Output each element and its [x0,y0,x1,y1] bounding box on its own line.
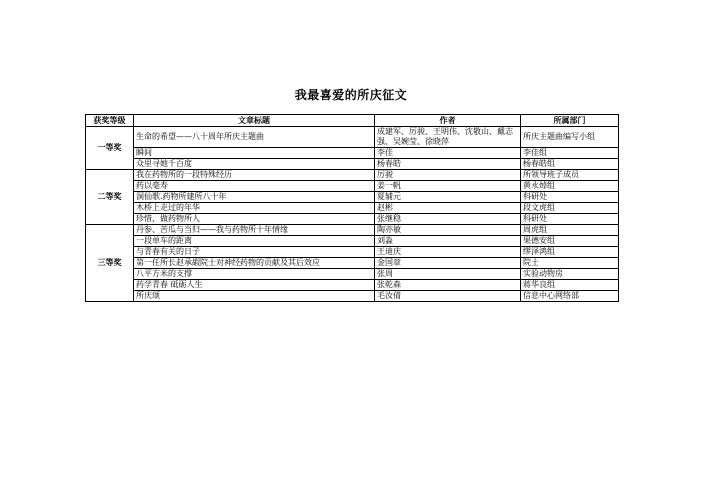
header-dept: 所属部门 [521,115,619,127]
article-dept: 所领导班子成员 [521,170,619,181]
header-title: 文章标题 [134,115,375,127]
article-title: 木桥上走过的年华 [134,203,375,214]
article-author: 金国章 [375,258,521,269]
article-dept: 实验动物房 [521,269,619,280]
table-row [86,203,619,214]
article-title: 我在药物所的一段特殊经历 [134,170,375,181]
article-title: 药学青春 砥砺人生 [134,280,375,291]
article-author: 张乾森 [375,280,521,291]
table-row [86,181,619,192]
header-level: 获奖等级 [86,115,134,127]
article-author: 刘淼 [375,236,521,247]
article-dept: 李佳组 [521,148,619,159]
table-row [86,258,619,269]
article-dept: 周虎组 [521,225,619,236]
table-header [86,115,619,127]
article-dept: 信息中心网络部 [521,291,619,302]
award-level-third: 三等奖 [86,225,134,302]
table-row [86,214,619,225]
award-level-second: 二等奖 [86,170,134,225]
article-dept: 科研处 [521,192,619,203]
article-author: 毛汝倩 [375,291,521,302]
table-row [86,192,619,203]
article-dept: 缪泽鸿组 [521,247,619,258]
article-author: 厉骏 [375,170,521,181]
header-author: 作者 [375,115,521,127]
article-title: 八平方米的支撑 [134,269,375,280]
table-body [86,127,619,302]
article-title: 洞仙歌.药物所建所八十年 [134,192,375,203]
article-author: 夏辅元 [375,192,521,203]
article-title: 所庆颂 [134,291,375,302]
awards-table [85,114,619,302]
table-row [86,280,619,291]
article-title: 生命的希望——八十周年所庆主题曲 [134,127,375,148]
article-author: 姜一帆 [375,181,521,192]
article-author: 王迪庆 [375,247,521,258]
table-row [86,170,619,181]
article-dept: 蒋华良组 [521,280,619,291]
article-author: 赵彬 [375,203,521,214]
article-dept: 院士 [521,258,619,269]
article-author: 张继稳 [375,214,521,225]
table-row [86,291,619,302]
article-author: 陶亦敏 [375,225,521,236]
header-row [86,115,619,127]
article-dept: 黄永焯组 [521,181,619,192]
article-title: 珍惜，做药物所人 [134,214,375,225]
article-author: 李佳 [375,148,521,159]
article-title: 丹参、苦瓜与当归——我与药物所十年情缘 [134,225,375,236]
table-row [86,236,619,247]
article-title: 第一任所长赵承嘏院士对神经药物的贡献及其后效应 [134,258,375,269]
article-title: 瞬间 [134,148,375,159]
article-author: 成建军、厉骏、王明伟、沈敬山、戴志强、吴婉莹、徐晓萍 [375,127,521,148]
article-dept: 段文虎组 [521,203,619,214]
article-title: 众里寻她千百度 [134,159,375,170]
page-title: 我最喜爱的所庆征文 [294,88,408,102]
article-dept: 果德安组 [521,236,619,247]
table-row [86,225,619,236]
article-author: 杨春皓 [375,159,521,170]
article-dept: 杨春皓组 [521,159,619,170]
table-row [86,159,619,170]
table-row [86,247,619,258]
article-title: 药以毫寿 [134,181,375,192]
award-level-first: 一等奖 [86,127,134,170]
article-author: 张周 [375,269,521,280]
article-dept: 所庆主题曲编写小组 [521,127,619,148]
article-title: 一段单车的距离 [134,236,375,247]
table-row [86,127,619,148]
table-row [86,148,619,159]
article-title: 与青春有关的日子 [134,247,375,258]
table-row [86,269,619,280]
article-dept: 科研处 [521,214,619,225]
